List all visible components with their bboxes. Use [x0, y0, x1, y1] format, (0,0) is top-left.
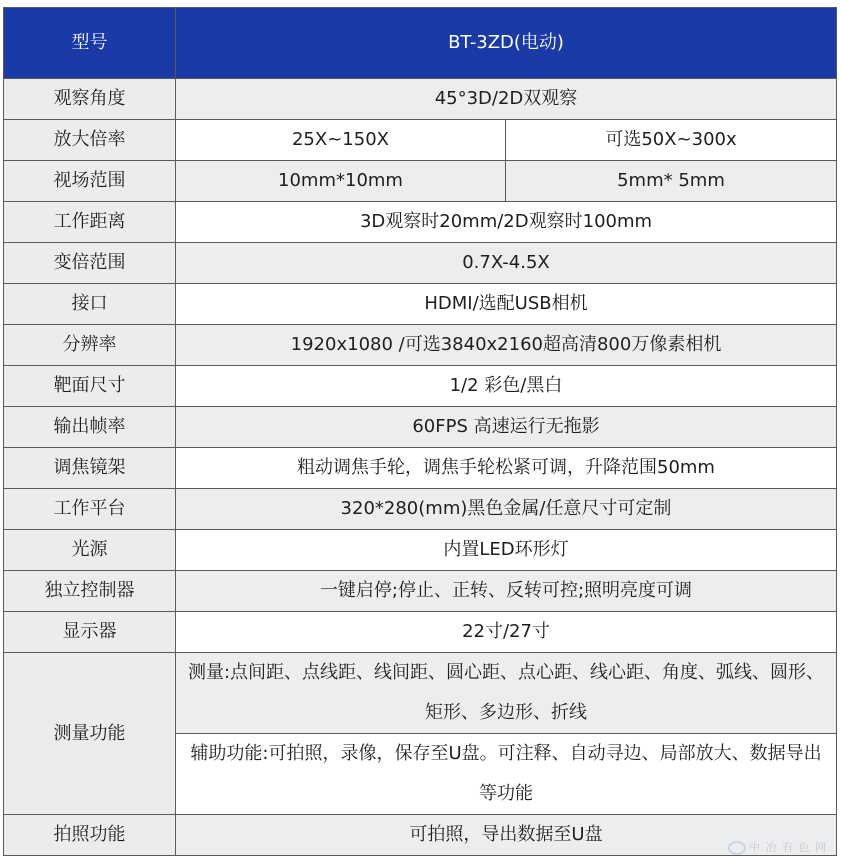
row-label: 放大倍率	[4, 120, 176, 161]
row-label: 分辨率	[4, 325, 176, 366]
row-controller	[4, 571, 837, 612]
row-value: 可拍照，导出数据至U盘	[176, 815, 837, 856]
row-value: 1920x1080 /可选3840x2160超高清800万像素相机	[176, 325, 837, 366]
row-label: 拍照功能	[4, 815, 176, 856]
row-label: 变倍范围	[4, 243, 176, 284]
row-working-distance	[4, 202, 837, 243]
spec-table	[3, 7, 837, 856]
row-photo	[4, 815, 837, 856]
row-zoom-range	[4, 243, 837, 284]
row-resolution	[4, 325, 837, 366]
row-value: 45°3D/2D双观察	[176, 79, 837, 120]
row-value-standard: 25X~150X	[176, 120, 506, 161]
row-label: 调焦镜架	[4, 448, 176, 489]
row-frame-rate	[4, 407, 837, 448]
row-measurement-a	[4, 653, 837, 734]
row-label: 光源	[4, 530, 176, 571]
row-value: 60FPS 高速运行无拖影	[176, 407, 837, 448]
header-row	[4, 8, 837, 79]
row-value: 内置LED环形灯	[176, 530, 837, 571]
row-display	[4, 612, 837, 653]
row-label: 测量功能	[4, 653, 176, 815]
row-value: 一键启停;停止、正转、反转可控;照明亮度可调	[176, 571, 837, 612]
row-label: 独立控制器	[4, 571, 176, 612]
row-value: HDMI/选配USB相机	[176, 284, 837, 325]
row-value-auxiliary: 辅助功能:可拍照，录像，保存至U盘。可注释、自动寻边、局部放大、数据导出等功能	[176, 734, 837, 815]
row-value: 1/2 彩色/黑白	[176, 366, 837, 407]
watermark-text: 中 冶 有 色 网	[749, 841, 827, 854]
watermark	[728, 839, 827, 855]
row-value: 22寸/27寸	[176, 612, 837, 653]
row-value-standard: 10mm*10mm	[176, 161, 506, 202]
row-label: 观察角度	[4, 79, 176, 120]
row-value-optional: 5mm* 5mm	[506, 161, 837, 202]
row-interface	[4, 284, 837, 325]
row-magnification	[4, 120, 837, 161]
watermark-logo-icon	[728, 841, 746, 855]
row-sensor-size	[4, 366, 837, 407]
header-model-value: BT-3ZD(电动)	[176, 8, 837, 79]
row-viewing-angle	[4, 79, 837, 120]
row-value-measurement: 测量:点间距、点线距、线间距、圆心距、点心距、线心距、角度、弧线、圆形、矩形、多边形、折线	[176, 653, 837, 734]
row-value: 320*280(mm)黑色金属/任意尺寸可定制	[176, 489, 837, 530]
row-work-platform	[4, 489, 837, 530]
row-light-source	[4, 530, 837, 571]
row-value-optional: 可选50X~300x	[506, 120, 837, 161]
row-value: 粗动调焦手轮，调焦手轮松紧可调，升降范围50mm	[176, 448, 837, 489]
row-value: 0.7X-4.5X	[176, 243, 837, 284]
row-label: 视场范围	[4, 161, 176, 202]
row-label: 输出帧率	[4, 407, 176, 448]
row-focus-stand	[4, 448, 837, 489]
row-label: 工作距离	[4, 202, 176, 243]
row-label: 工作平台	[4, 489, 176, 530]
row-label: 靶面尺寸	[4, 366, 176, 407]
row-field-of-view	[4, 161, 837, 202]
header-label: 型号	[4, 8, 176, 79]
row-label: 显示器	[4, 612, 176, 653]
row-value: 3D观察时20mm/2D观察时100mm	[176, 202, 837, 243]
row-label: 接口	[4, 284, 176, 325]
